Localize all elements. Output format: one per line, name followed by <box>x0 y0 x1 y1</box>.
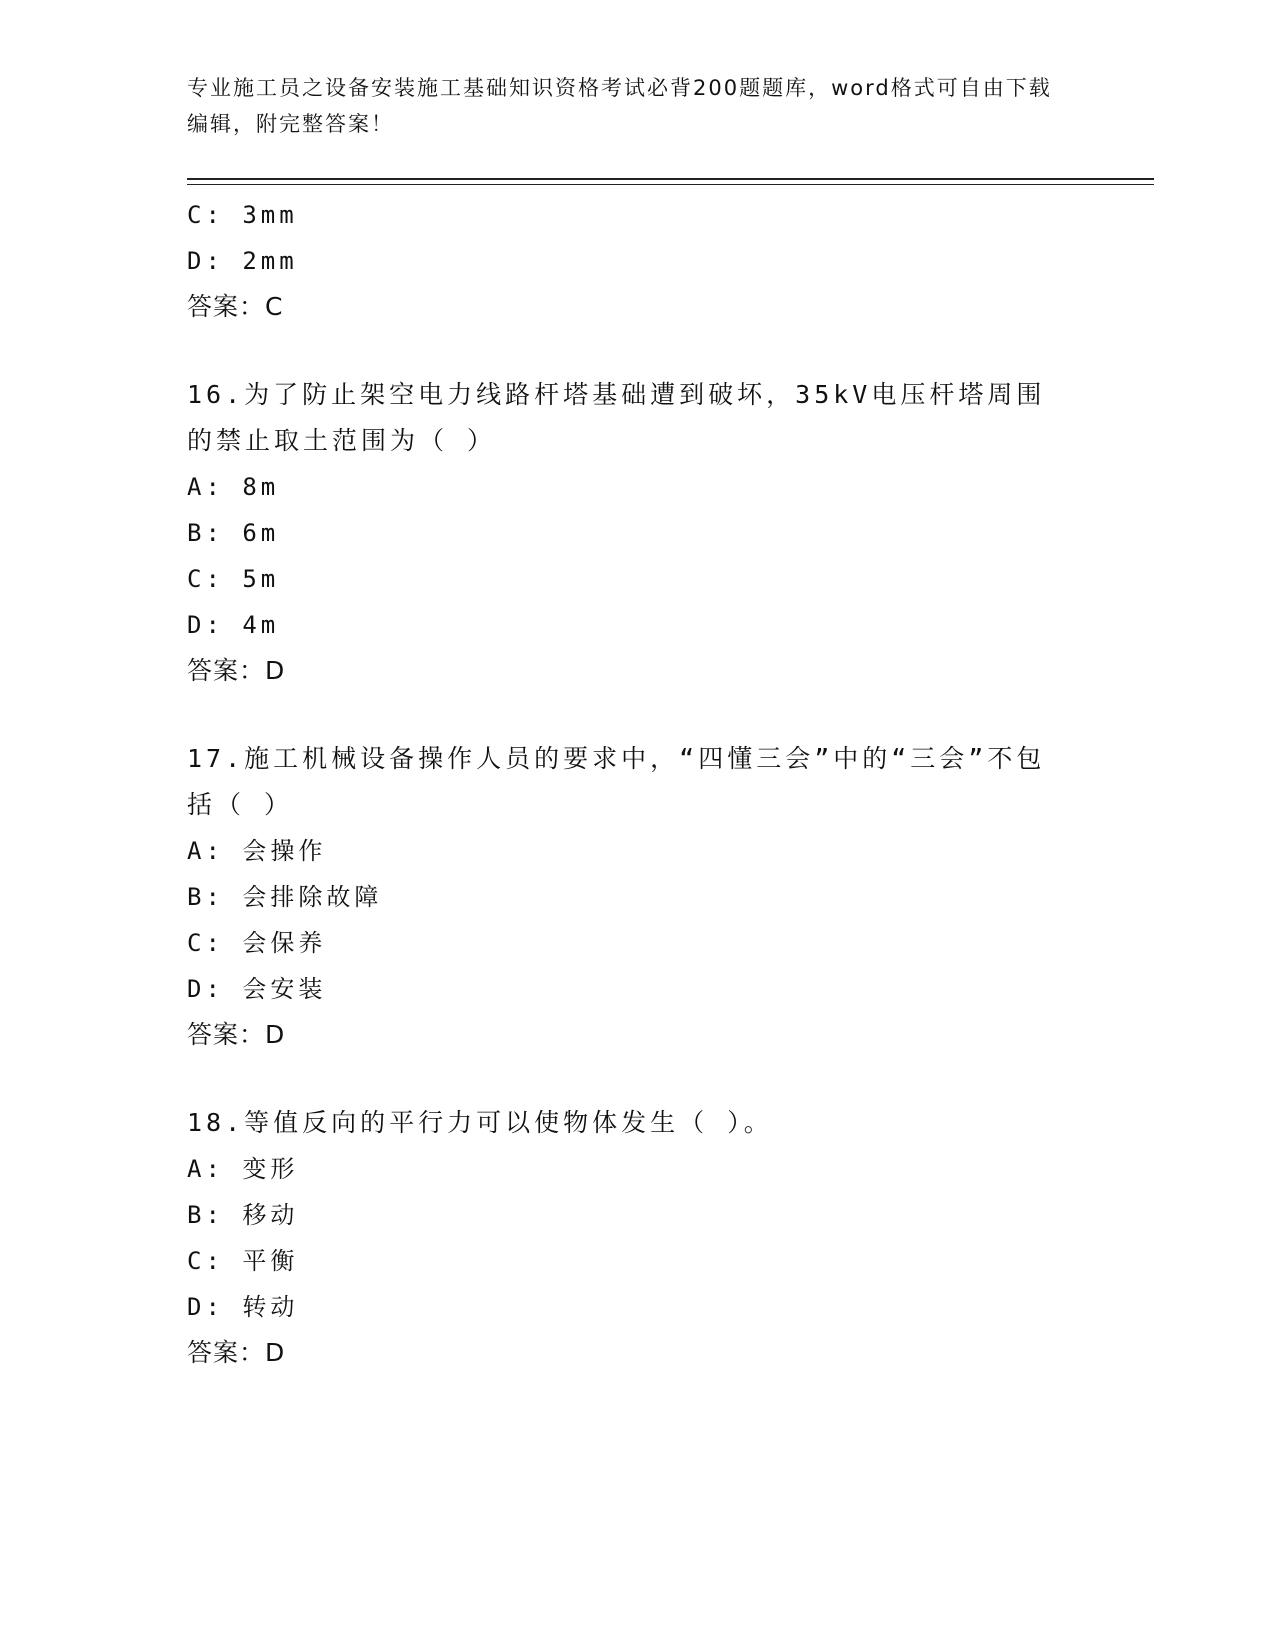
question-list <box>187 192 1087 1376</box>
answer-line: 答案：D <box>187 656 286 685</box>
document-header: 专业施工员之设备安装施工基础知识资格考试必背200题题库，word格式可自由下载编辑，附完整答案！ <box>187 76 1052 136</box>
question-17 <box>187 736 1087 1058</box>
option-c: C: 5m <box>187 565 280 593</box>
header-rule-thin <box>187 184 1154 185</box>
answer-line: 答案：C <box>187 292 284 321</box>
answer-line: 答案：D <box>187 1020 286 1049</box>
option-a: A: 8m <box>187 473 280 501</box>
question-text: 18.等值反向的平行力可以使物体发生（ ）。 <box>187 1108 773 1137</box>
question-16 <box>187 372 1087 694</box>
question-text: 16.为了防止架空电力线路杆塔基础遭到破坏，35kV电压杆塔周围的禁止取土范围为（ ） <box>187 380 1046 455</box>
option-b: B: 移动 <box>187 1201 299 1229</box>
question-18 <box>187 1100 1087 1376</box>
option-c: C: 平衡 <box>187 1247 299 1275</box>
option-d: D: 2mm <box>187 247 298 275</box>
option-d: D: 转动 <box>187 1293 299 1321</box>
option-a: A: 会操作 <box>187 837 327 865</box>
option-b: B: 6m <box>187 519 280 547</box>
answer-line: 答案：D <box>187 1338 286 1367</box>
previous-question-tail <box>187 192 1087 330</box>
option-c: C: 3mm <box>187 201 298 229</box>
option-b: B: 会排除故障 <box>187 883 383 911</box>
option-a: A: 变形 <box>187 1155 299 1183</box>
question-text: 17.施工机械设备操作人员的要求中，“四懂三会”中的“三会”不包括（ ） <box>187 744 1046 819</box>
header-rule-thick <box>187 178 1154 180</box>
option-c: C: 会保养 <box>187 929 327 957</box>
option-d: D: 会安装 <box>187 975 327 1003</box>
option-d: D: 4m <box>187 611 280 639</box>
